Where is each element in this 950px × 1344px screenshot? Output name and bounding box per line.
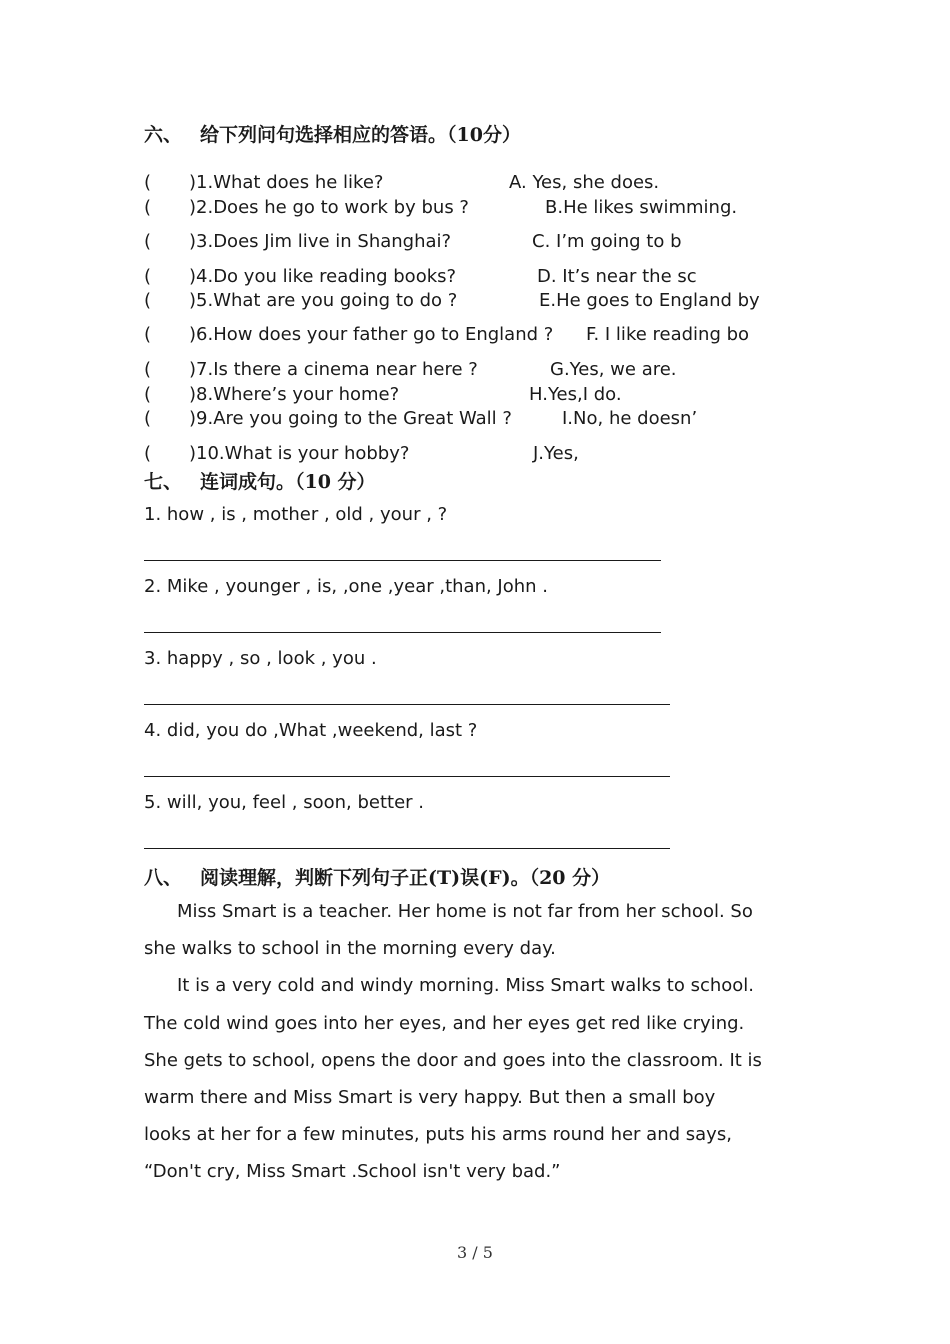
- match-question: )6.How does your father go to England ?: [189, 324, 554, 345]
- answer-blank-line[interactable]: [144, 560, 661, 561]
- answer-blank-line[interactable]: [144, 848, 670, 849]
- match-answer: C. I’m going to b: [532, 231, 682, 252]
- section-8-title: 阅读理解，判断下列句子正(T)误(F)。（20 分）: [200, 867, 611, 889]
- section-8-heading: [144, 863, 610, 890]
- word-order-item: 3. happy , so , look , you .: [144, 648, 377, 669]
- answer-blank-line[interactable]: [144, 776, 670, 777]
- passage-line: It is a very cold and windy morning. Miss Smart walks to school.: [177, 975, 755, 997]
- match-question: )8.Where’s your home?: [189, 384, 400, 405]
- section-7-heading: [144, 467, 376, 494]
- answer-paren[interactable]: (: [144, 443, 152, 464]
- answer-paren[interactable]: (: [144, 290, 152, 311]
- passage-line: she walks to school in the morning every day.: [144, 938, 556, 960]
- page-number: 3 / 5: [457, 1243, 493, 1262]
- match-answer: D. It’s near the sc: [537, 266, 697, 287]
- answer-paren[interactable]: (: [144, 231, 152, 252]
- section-7-number: 七、: [144, 471, 183, 493]
- answer-paren[interactable]: (: [144, 324, 152, 345]
- match-answer: G.Yes, we are.: [550, 359, 677, 380]
- word-order-item: 4. did, you do ,What ,weekend, last ?: [144, 720, 478, 741]
- match-answer: E.He goes to England by: [539, 290, 760, 311]
- passage-line: Miss Smart is a teacher. Her home is not far from her school. So: [177, 901, 753, 922]
- match-question: )10.What is your hobby?: [189, 443, 410, 464]
- match-question: )4.Do you like reading books?: [189, 266, 457, 287]
- match-question: )9.Are you going to the Great Wall ?: [189, 408, 512, 429]
- section-7-title: 连词成句。（10 分）: [200, 471, 376, 493]
- match-answer: I.No, he doesn’: [562, 408, 698, 429]
- reading-passage: [144, 893, 809, 1191]
- answer-paren[interactable]: (: [144, 384, 152, 405]
- passage-line: She gets to school, opens the door and goes into the classroom. It is: [144, 1049, 762, 1071]
- section-6-heading: [144, 120, 521, 147]
- word-order-item: 5. will, you, feel , soon, better .: [144, 792, 425, 813]
- section-8-number: 八、: [144, 867, 183, 889]
- match-question: )2.Does he go to work by bus ?: [189, 197, 469, 218]
- match-answer: A. Yes, she does.: [509, 172, 660, 193]
- answer-paren[interactable]: (: [144, 172, 152, 193]
- match-question: )5.What are you going to do ?: [189, 290, 458, 311]
- section-6-title: 给下列问句选择相应的答语。（10分）: [200, 124, 521, 146]
- word-order-item: 1. how , is , mother , old , your , ?: [144, 504, 448, 525]
- passage-line: looks at her for a few minutes, puts his arms round her and says,: [144, 1124, 732, 1146]
- answer-paren[interactable]: (: [144, 266, 152, 287]
- passage-line: “Don't cry, Miss Smart .School isn't very bad.”: [144, 1161, 561, 1183]
- word-order-item: 2. Mike , younger , is, ,one ,year ,than, John .: [144, 576, 549, 597]
- passage-line: warm there and Miss Smart is very happy. But then a small boy: [144, 1087, 716, 1109]
- section-6-number: 六、: [144, 124, 183, 146]
- match-answer: J.Yes,: [533, 443, 579, 464]
- answer-paren[interactable]: (: [144, 359, 152, 380]
- match-question: )3.Does Jim live in Shanghai?: [189, 231, 452, 252]
- passage-line: The cold wind goes into her eyes, and her eyes get red like crying.: [144, 1012, 745, 1034]
- match-answer: F. I like reading bo: [586, 324, 750, 345]
- match-question: )7.Is there a cinema near here ?: [189, 359, 478, 380]
- answer-blank-line[interactable]: [144, 632, 661, 633]
- answer-paren[interactable]: (: [144, 197, 152, 218]
- match-answer: B.He likes swimming.: [545, 197, 738, 218]
- answer-blank-line[interactable]: [144, 704, 670, 705]
- match-answer: H.Yes,I do.: [529, 384, 622, 405]
- answer-paren[interactable]: (: [144, 408, 152, 429]
- match-question: )1.What does he like?: [189, 172, 384, 193]
